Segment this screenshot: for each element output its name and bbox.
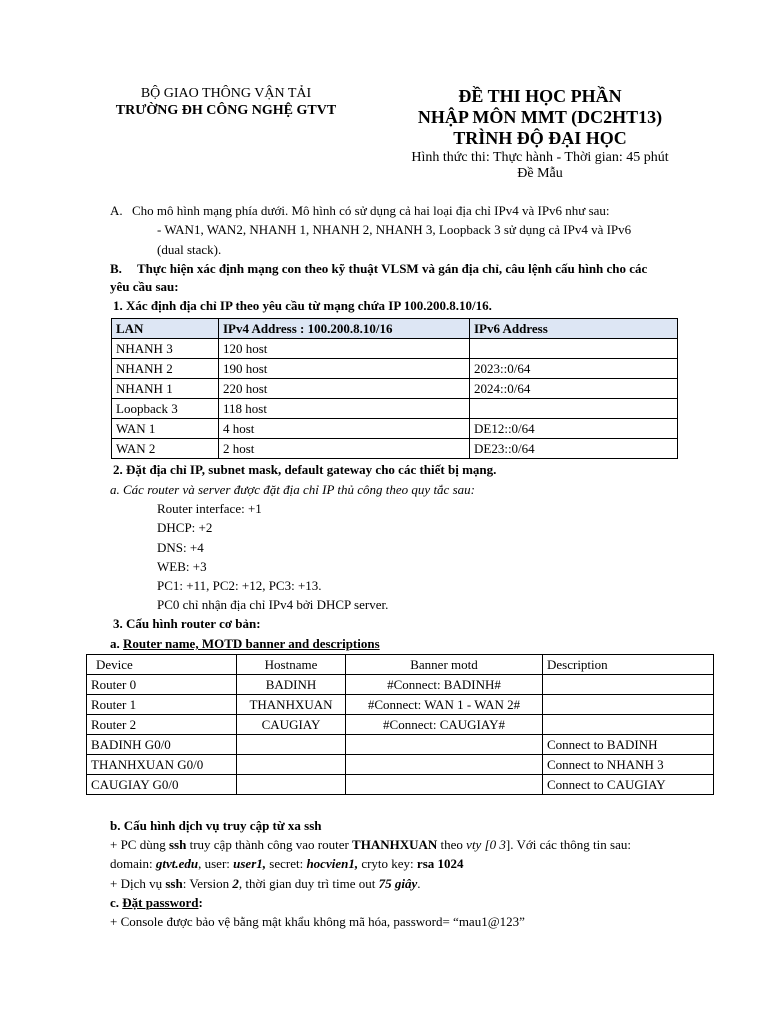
q3-sub-a-prefix: a. [110, 636, 123, 651]
exam-title: ĐỀ THI HỌC PHẦN [458, 86, 622, 106]
table-cell: #Connect: WAN 1 - WAN 2# [346, 695, 543, 715]
university-name: TRƯỜNG ĐH CÔNG NGHỆ GTVT [115, 103, 337, 118]
q3-sub-c-text: Đặt password [122, 895, 199, 910]
text-run: user1, [233, 856, 267, 871]
console-password-line: + Console được bảo vệ bằng mật khẩu không mã hóa, password= “mau1@123” [110, 914, 525, 929]
text-run: THANHXUAN [352, 837, 438, 852]
table-cell: Router 1 [87, 695, 237, 715]
table-cell: THANHXUAN [237, 695, 346, 715]
table-header-cell: IPv4 Address : 100.200.8.10/16 [219, 319, 470, 339]
text-run: gtvt.edu [155, 856, 199, 871]
rule-pc0: PC0 chỉ nhận địa chỉ IPv4 bởi DHCP server. [157, 597, 389, 612]
table-cell: NHANH 1 [112, 379, 219, 399]
text-run: : Version [182, 876, 233, 891]
table-cell: 190 host [219, 359, 470, 379]
text-run: 75 giây [378, 876, 418, 891]
q2-title: 2. Đặt địa chỉ IP, subnet mask, default gateway cho các thiết bị mạng. [113, 462, 497, 477]
rule-dhcp: DHCP: +2 [157, 520, 213, 535]
table-cell: CAUGIAY [237, 715, 346, 735]
table-row [87, 695, 714, 715]
table-cell: NHANH 3 [112, 339, 219, 359]
ip-address-table [111, 318, 678, 459]
table-header-cell: IPv6 Address [470, 319, 678, 339]
ssh-line-2 [110, 856, 464, 872]
section-a-marker: A. [110, 203, 123, 218]
table-row [112, 439, 678, 459]
exam-format: Hình thức thi: Thực hành - Thời gian: 45 phút [411, 150, 669, 165]
text-run: rsa 1024 [416, 856, 464, 871]
table-cell: DE23::0/64 [470, 439, 678, 459]
section-a-line2: - WAN1, WAN2, NHANH 1, NHANH 2, NHANH 3, Loopback 3 sử dụng cả IPv4 và IPv6 [157, 222, 632, 237]
table-row [112, 379, 678, 399]
table-cell: Connect to CAUGIAY [543, 775, 714, 795]
table-cell [346, 775, 543, 795]
table-header-cell: Hostname [237, 655, 346, 675]
table-cell: WAN 2 [112, 439, 219, 459]
text-run: hocvien1, [306, 856, 359, 871]
table-cell [237, 775, 346, 795]
table-cell: 2 host [219, 439, 470, 459]
table-row [87, 775, 714, 795]
text-run: ]. Với các thông tin sau: [505, 837, 631, 852]
table-row [87, 675, 714, 695]
ssh-line-3 [110, 876, 420, 892]
text-run: vty [0 3 [466, 837, 506, 852]
text-run: + Dịch vụ [110, 876, 166, 891]
table-header-cell: Description [543, 655, 714, 675]
text-run: truy cập thành công vao router [186, 837, 353, 852]
table-cell: BADINH G0/0 [87, 735, 237, 755]
q3-sub-a [110, 636, 380, 652]
text-run: , user: [198, 856, 234, 871]
section-b-marker: B. [110, 261, 122, 276]
rule-router-interface: Router interface: +1 [157, 501, 262, 516]
text-run: theo [437, 837, 467, 852]
text-run: , thời gian duy trì time out [238, 876, 379, 891]
table-row [112, 359, 678, 379]
rule-web: WEB: +3 [157, 559, 207, 574]
table-row [112, 419, 678, 439]
table-cell: Loopback 3 [112, 399, 219, 419]
q3-sub-c [110, 895, 203, 911]
table-cell [543, 675, 714, 695]
rule-pcs: PC1: +11, PC2: +12, PC3: +13. [157, 578, 322, 593]
section-b-line2: yêu cầu sau: [110, 279, 179, 294]
table-cell: 120 host [219, 339, 470, 359]
table-cell: 4 host [219, 419, 470, 439]
q3-sub-b: b. Cấu hình dịch vụ truy cập từ xa ssh [110, 818, 322, 833]
table-cell: WAN 1 [112, 419, 219, 439]
text-run: ssh [168, 837, 187, 852]
table-cell: Connect to BADINH [543, 735, 714, 755]
ssh-line-1 [110, 837, 631, 853]
exam-course: NHẬP MÔN MMT (DC2HT13) [417, 107, 663, 127]
table-cell: 220 host [219, 379, 470, 399]
section-a-line1: Cho mô hình mạng phía dưới. Mô hình có sử dụng cả hai loại địa chỉ IPv4 và IPv6 như sau: [132, 203, 610, 218]
table-row [87, 715, 714, 735]
table-cell [470, 399, 678, 419]
table-cell: 118 host [219, 399, 470, 419]
text-run: secret: [266, 856, 307, 871]
q3-sub-c-suffix: : [198, 895, 203, 910]
text-run: ssh [165, 876, 183, 891]
table-header-cell: Banner motd [346, 655, 543, 675]
router-config-table [86, 654, 714, 795]
ministry-name: BỘ GIAO THÔNG VẬN TẢI [140, 86, 312, 101]
q2-subtitle: a. Các router và server được đặt địa chỉ IP thủ công theo quy tắc sau: [110, 482, 475, 497]
table-cell [237, 735, 346, 755]
q3-sub-a-text: Router name, MOTD banner and descriptions [123, 636, 380, 651]
table-cell: DE12::0/64 [470, 419, 678, 439]
section-a-line3: (dual stack). [157, 242, 222, 257]
table-cell: Router 0 [87, 675, 237, 695]
text-run: cryto key: [358, 856, 417, 871]
table-header-cell: Device [87, 655, 237, 675]
text-run: domain: [110, 856, 156, 871]
text-run: 2 [232, 876, 239, 891]
exam-variant: Đề Mẫu [517, 166, 563, 181]
table-cell [237, 755, 346, 775]
q1-title: 1. Xác định địa chỉ IP theo yêu cầu từ mạng chứa IP 100.200.8.10/16. [113, 298, 492, 313]
table-cell: BADINH [237, 675, 346, 695]
table-cell: 2023::0/64 [470, 359, 678, 379]
table-cell: 2024::0/64 [470, 379, 678, 399]
table-cell [346, 735, 543, 755]
text-run: . [417, 876, 421, 891]
table-header-row [87, 655, 714, 675]
q3-title: 3. Cấu hình router cơ bản: [113, 616, 261, 631]
table-row [87, 755, 714, 775]
section-b-line1: Thực hiện xác định mạng con theo kỹ thuật VLSM và gán địa chỉ, câu lệnh cấu hình cho các [137, 261, 648, 276]
table-cell: Router 2 [87, 715, 237, 735]
table-cell: THANHXUAN G0/0 [87, 755, 237, 775]
table-cell: #Connect: BADINH# [346, 675, 543, 695]
table-cell: NHANH 2 [112, 359, 219, 379]
exam-level: TRÌNH ĐỘ ĐẠI HỌC [453, 128, 627, 148]
text-run: + PC dùng [110, 837, 169, 852]
table-row [112, 399, 678, 419]
table-cell: CAUGIAY G0/0 [87, 775, 237, 795]
q3-sub-c-prefix: c. [110, 895, 123, 910]
table-header-cell: LAN [112, 319, 219, 339]
table-cell [470, 339, 678, 359]
table-cell [543, 715, 714, 735]
table-cell [543, 695, 714, 715]
rule-dns: DNS: +4 [157, 540, 204, 555]
table-cell: #Connect: CAUGIAY# [346, 715, 543, 735]
table-row [87, 735, 714, 755]
table-header-row [112, 319, 678, 339]
table-cell [346, 755, 543, 775]
table-cell: Connect to NHANH 3 [543, 755, 714, 775]
table-row [112, 339, 678, 359]
